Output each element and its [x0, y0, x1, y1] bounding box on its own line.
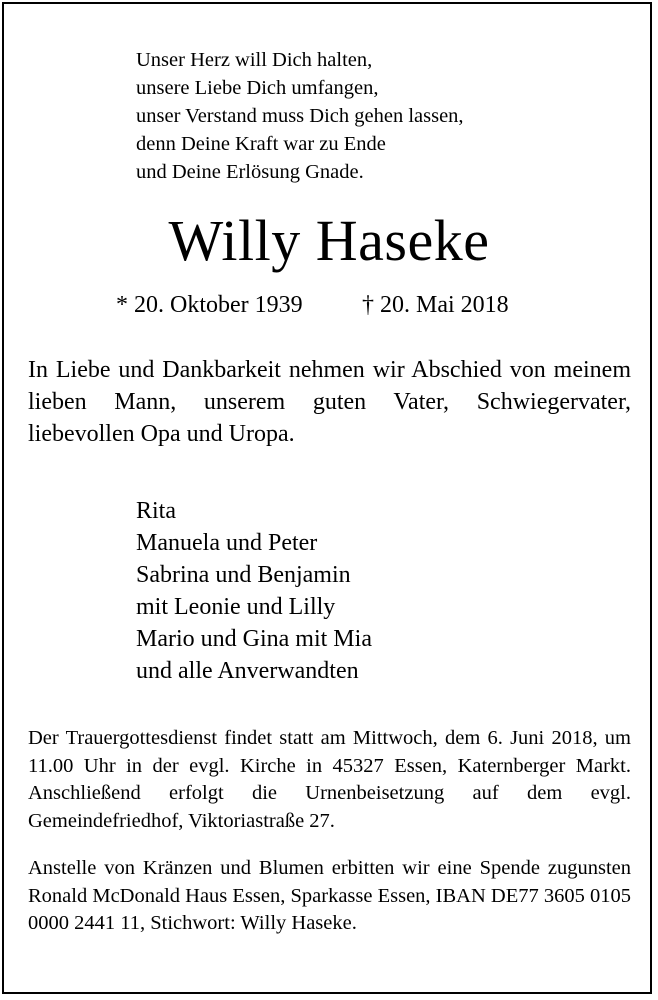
family-member: Sabrina und Benjamin [136, 562, 351, 588]
family-member: Rita [136, 498, 176, 524]
deceased-name: Willy Haseke [168, 208, 490, 273]
farewell-text: In Liebe und Dankbarkeit nehmen wir Abschied von meinem lieben Mann, unserem guten Vater, Schwiegervater, liebevollen Opa und Uropa. [28, 357, 631, 447]
donation-info: Anstelle von Kränzen und Blumen erbitten wir eine Spende zugunsten Ronald McDonald Haus Essen, Sparkasse Essen, IBAN DE77 3605 0105 0000 2441 11, Stichwort: Willy Haseke. [28, 857, 631, 934]
death-date: † 20. Mai 2018 [362, 292, 509, 318]
birth-date: * 20. Oktober 1939 [116, 292, 303, 318]
poem-line: unser Verstand muss Dich gehen lassen, [136, 105, 464, 127]
family-member: mit Leonie und Lilly [136, 594, 336, 620]
family-member: Mario und Gina mit Mia [136, 626, 372, 652]
poem-line: unsere Liebe Dich umfangen, [136, 77, 379, 99]
family-list [136, 495, 372, 687]
service-info: Der Trauergottesdienst findet statt am Mittwoch, dem 6. Juni 2018, um 11.00 Uhr in der evgl. Kirche in 45327 Essen, Katernberger Markt. Anschließend erfolgt die Urnenbeisetzung auf dem evgl. Gemeindefriedhof, Viktoriastraße 27. [28, 727, 631, 832]
family-member: Manuela und Peter [136, 530, 318, 556]
family-member: und alle Anverwandten [136, 658, 359, 684]
poem [136, 46, 464, 186]
poem-line: Unser Herz will Dich halten, [136, 49, 373, 71]
poem-line: und Deine Erlösung Gnade. [136, 161, 364, 183]
poem-line: denn Deine Kraft war zu Ende [136, 133, 386, 155]
